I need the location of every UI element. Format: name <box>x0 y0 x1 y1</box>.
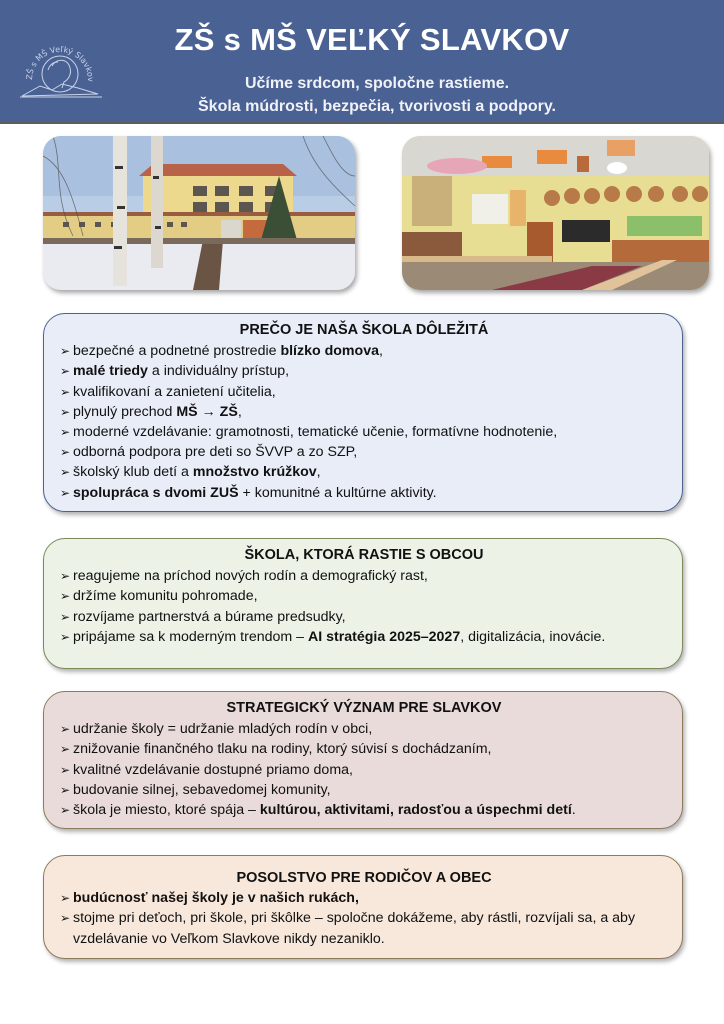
header-banner <box>0 0 724 124</box>
list-item: ➢ stojme pri deťoch, pri škole, pri škôlke – spoločne dokážeme, aby rástli, rozvíjali sa, a aby vzdelávanie vo Veľkom Slavkove nikdy nezaniklo. <box>60 908 668 948</box>
section-why-important <box>43 313 683 512</box>
list-item: ➢ malé triedy a individuálny prístup, <box>60 361 668 381</box>
list-item: ➢ budovanie silnej, sebavedomej komunity, <box>60 780 668 800</box>
list-item: ➢ odborná podpora pre deti so ŠVVP a zo SZP, <box>60 442 668 462</box>
section-school-grows <box>43 538 683 669</box>
list-item: ➢ moderné vzdelávanie: gramotnosti, tematické učenie, formatívne hodnotenie, <box>60 422 668 442</box>
bullet-list <box>60 566 668 647</box>
list-item: ➢ rozvíjame partnerstvá a búrame predsudky, <box>60 607 668 627</box>
list-item: ➢ bezpečné a podnetné prostredie blízko domova, <box>60 341 668 361</box>
list-item: ➢ škola je miesto, ktoré spája – kultúrou, aktivitami, radosťou a úspechmi detí. <box>60 800 668 820</box>
list-item: ➢ kvalifikovaní a zanietení učitelia, <box>60 382 668 402</box>
list-item: ➢ reagujeme na príchod nových rodín a demografický rast, <box>60 566 668 586</box>
page-title: ZŠ s MŠ VEĽKÝ SLAVKOV <box>174 22 570 57</box>
section-title: ŠKOLA, KTORÁ RASTIE S OBCOU <box>244 547 484 563</box>
list-item: ➢ znižovanie finančného tlaku na rodiny, ktorý súvisí s dochádzaním, <box>60 739 668 759</box>
section-title: STRATEGICKÝ VÝZNAM PRE SLAVKOV <box>226 700 502 716</box>
list-item: ➢ spolupráca s dvomi ZUŠ + komunitné a kultúrne aktivity. <box>60 483 668 503</box>
section-title: POSOLSTVO PRE RODIČOV A OBEC <box>236 870 492 886</box>
section-title: PREČO JE NAŠA ŠKOLA DÔLEŽITÁ <box>239 322 489 338</box>
list-item: ➢ kvalitné vzdelávanie dostupné priamo doma, <box>60 760 668 780</box>
classroom-photo <box>402 136 709 290</box>
list-item: ➢ držíme komunitu pohromade, <box>60 586 668 606</box>
section-strategic-importance <box>43 691 683 829</box>
slogan-line-1: Učíme srdcom, spoločne rastieme. <box>244 75 510 92</box>
bullet-list <box>60 888 668 949</box>
logo-text: ZŠ s MŠ Veľký Slavkov <box>24 44 96 82</box>
bullet-list <box>60 719 668 820</box>
list-item: ➢ plynulý prechod MŠ → ZŠ, <box>60 402 668 422</box>
list-item: ➢ budúcnosť našej školy je v našich rukách, <box>60 888 668 908</box>
section-message-to-parents <box>43 855 683 959</box>
bullet-list <box>60 341 668 503</box>
list-item: ➢ školský klub detí a množstvo krúžkov, <box>60 462 668 482</box>
slogan-line-2: Škola múdrosti, bezpečia, tvorivosti a podpory. <box>198 98 556 115</box>
list-item: ➢ pripájame sa k moderným trendom – AI stratégia 2025–2027, digitalizácia, inovácie. <box>60 627 668 647</box>
school-building-photo <box>43 136 355 290</box>
list-item: ➢ udržanie školy = udržanie mladých rodín v obci, <box>60 719 668 739</box>
